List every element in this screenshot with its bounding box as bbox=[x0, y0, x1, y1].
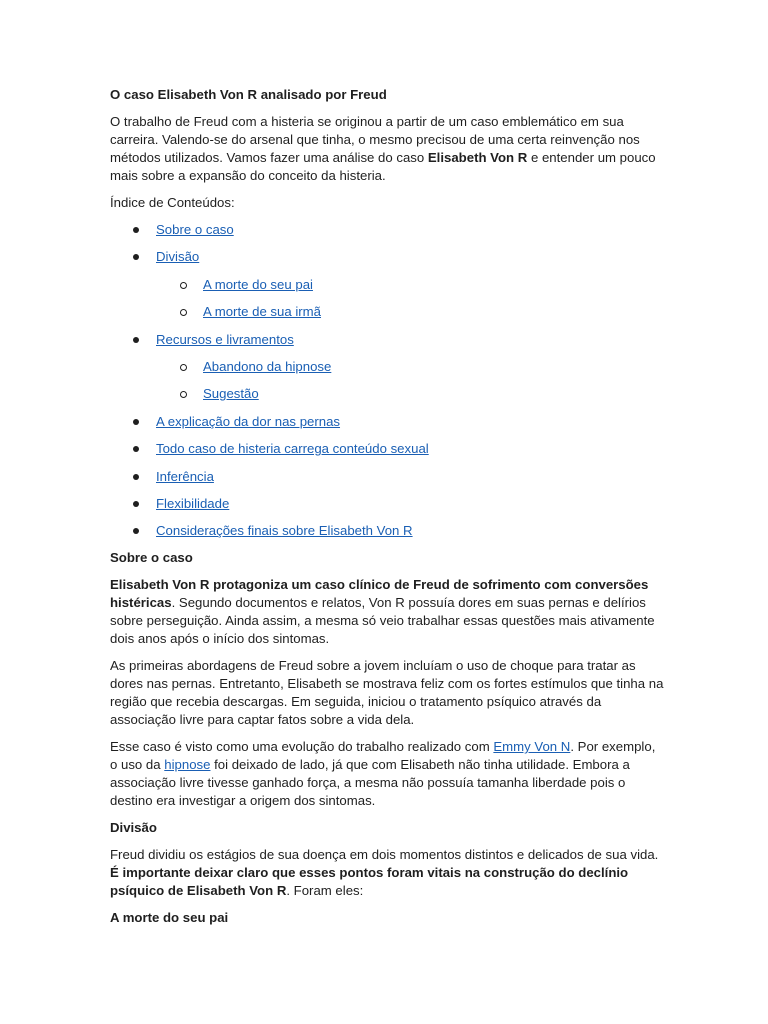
section2-bold: É importante deixar claro que esses pontos foram vitais na construção do declínio psíquico de Elisabeth Von R bbox=[110, 865, 629, 899]
toc-link-inferencia[interactable]: Inferência bbox=[156, 468, 214, 484]
toc-item bbox=[110, 303, 666, 330]
section1-paragraph-3 bbox=[110, 738, 666, 810]
subsection-heading-morte-pai: A morte do seu pai bbox=[110, 910, 229, 926]
circle-bullet-icon bbox=[180, 391, 187, 398]
section1-paragraph-1 bbox=[110, 576, 666, 648]
intro-bold: Elisabeth Von R bbox=[427, 150, 528, 165]
toc-item bbox=[110, 385, 666, 412]
emmy-von-n-link[interactable]: Emmy Von N bbox=[493, 739, 571, 755]
bullet-icon bbox=[133, 474, 139, 480]
toc-item bbox=[110, 413, 666, 440]
toc-link-morte-pai[interactable]: A morte do seu pai bbox=[203, 276, 313, 292]
bullet-icon bbox=[133, 227, 139, 233]
toc-item bbox=[110, 468, 666, 495]
toc-label: Índice de Conteúdos: bbox=[110, 195, 235, 210]
section-heading-sobre: Sobre o caso bbox=[110, 550, 193, 566]
toc-link-morte-irma[interactable]: A morte de sua irmã bbox=[203, 304, 322, 320]
section2-text-a: Freud dividiu os estágios de sua doença em dois momentos distintos e delicados de sua vida. bbox=[110, 847, 659, 863]
toc-link-divisao[interactable]: Divisão bbox=[156, 249, 200, 265]
circle-bullet-icon bbox=[180, 282, 187, 289]
section2-paragraph-1 bbox=[110, 846, 666, 900]
intro-text: O trabalho de Freud com a histeria se originou a partir de um caso emblemático em sua carreira. Valendo-se do arsenal que tinha, o mesmo precisou de uma certa reinvenção nos métodos utilizados. Vamos fazer uma análise do caso bbox=[110, 114, 640, 165]
section1-text-c: foi deixado de lado, já que com Elisabeth não tinha utilidade. Embora a associação livre tivesse ganhado força, a mesma não possuía tamanha liberdade pois o destino era investigar a origem dos sintomas. bbox=[110, 757, 630, 809]
intro-paragraph bbox=[110, 113, 666, 185]
section-heading-divisao: Divisão bbox=[110, 820, 157, 836]
bullet-icon bbox=[133, 337, 139, 343]
section1-paragraph-2: As primeiras abordagens de Freud sobre a jovem incluíam o uso de choque para tratar as dores nas pernas. Entretanto, Elisabeth se mostrava feliz com os fortes estímulos que tinha na região que recebia descargas. Em seguida, iniciou o tratamento psíquico através da associação livre para captar fatos sobre a vida dela. bbox=[110, 658, 664, 728]
section2-text-c: . Foram eles: bbox=[286, 883, 364, 899]
circle-bullet-icon bbox=[180, 364, 187, 371]
circle-bullet-icon bbox=[180, 309, 187, 316]
toc-item bbox=[110, 276, 666, 303]
bullet-icon bbox=[133, 528, 139, 534]
toc-link-consideracoes[interactable]: Considerações finais sobre Elisabeth Von R bbox=[156, 523, 413, 539]
toc-item bbox=[110, 331, 666, 358]
toc-item bbox=[110, 358, 666, 385]
toc-link-dor-pernas[interactable]: A explicação da dor nas pernas bbox=[156, 413, 341, 429]
bullet-icon bbox=[133, 446, 139, 452]
document-title: O caso Elisabeth Von R analisado por Freud bbox=[110, 87, 387, 102]
document-page bbox=[110, 80, 666, 936]
toc-link-sobre-o-caso[interactable]: Sobre o caso bbox=[156, 222, 234, 237]
bullet-icon bbox=[133, 254, 139, 260]
toc-link-sugestao[interactable]: Sugestão bbox=[203, 386, 259, 402]
bullet-icon bbox=[133, 501, 139, 507]
section1-text: . Segundo documentos e relatos, Von R possuía dores em suas pernas e delírios sobre perseguição. Ainda assim, a mesma só veio trabalhar essas questões mais ativamente dois anos após o início dos sintomas. bbox=[110, 595, 655, 647]
toc-item bbox=[110, 221, 666, 248]
section1-text-a: Esse caso é visto como uma evolução do trabalho realizado com bbox=[110, 739, 494, 755]
table-of-contents bbox=[110, 221, 666, 541]
toc-link-conteudo-sexual[interactable]: Todo caso de histeria carrega conteúdo sexual bbox=[156, 441, 429, 457]
section1-text-b: . Por exemplo, o uso da bbox=[110, 739, 656, 773]
toc-link-flexibilidade[interactable]: Flexibilidade bbox=[156, 495, 230, 511]
toc-item bbox=[110, 440, 666, 467]
toc-link-hipnose[interactable]: Abandono da hipnose bbox=[203, 358, 332, 374]
hipnose-link[interactable]: hipnose bbox=[164, 757, 211, 773]
bullet-icon bbox=[133, 419, 139, 425]
toc-link-recursos[interactable]: Recursos e livramentos bbox=[156, 331, 294, 347]
toc-item bbox=[110, 248, 666, 275]
intro-text-end: e entender um pouco mais sobre a expansão do conceito da histeria. bbox=[110, 150, 656, 183]
toc-item bbox=[110, 495, 666, 522]
section1-bold: Elisabeth Von R protagoniza um caso clínico de Freud de sofrimento com conversões histéricas bbox=[110, 577, 649, 611]
toc-item bbox=[110, 522, 666, 541]
